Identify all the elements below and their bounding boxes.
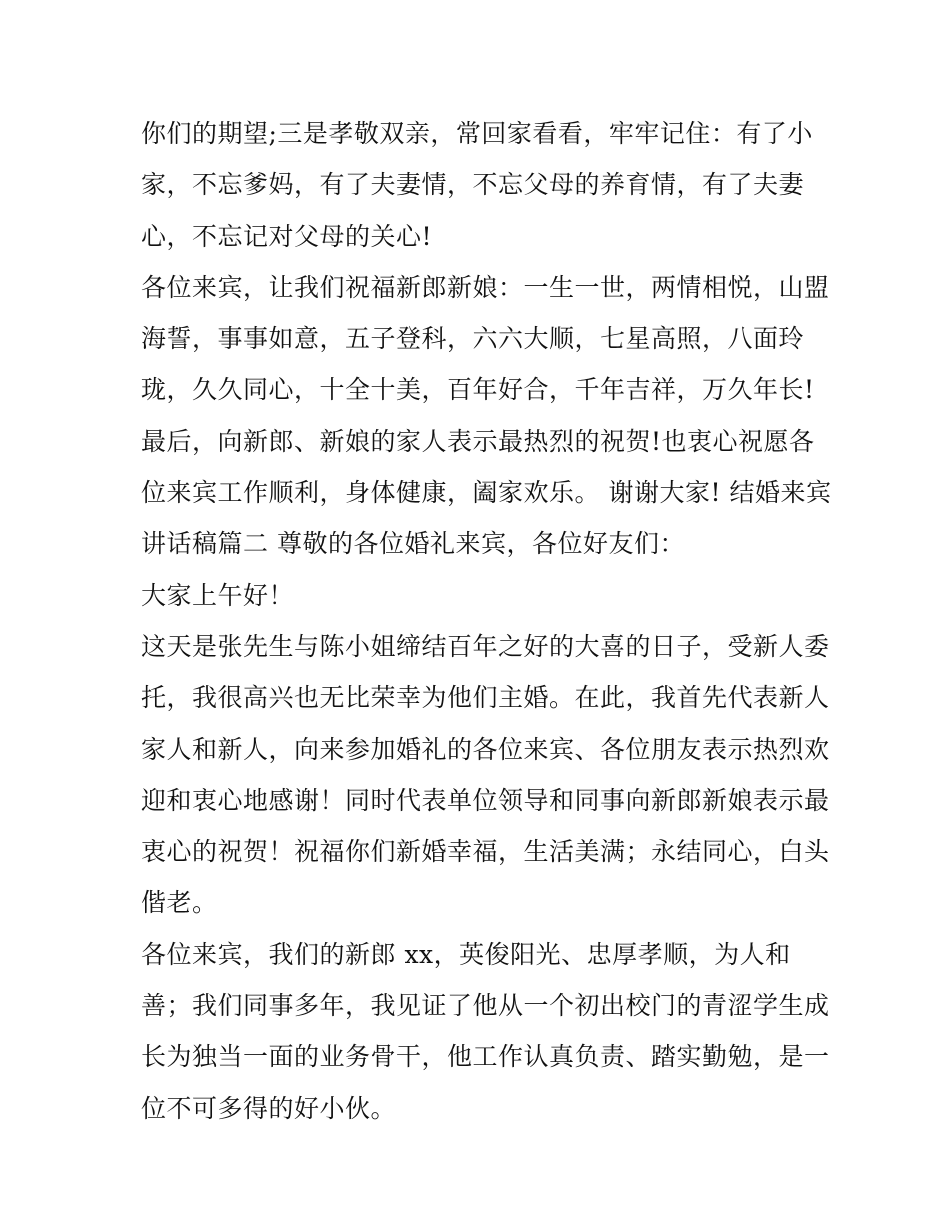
text-line: 最后，向新郎、新娘的家人表示最热烈的祝贺!也衷心祝愿各 bbox=[141, 426, 815, 456]
text-line: 珑，久久同心，十全十美，百年好合，千年吉祥，万久年长! bbox=[141, 375, 815, 405]
text-line: 位来宾工作顺利，身体健康，阖家欢乐。 谢谢大家! 结婚来宾 bbox=[141, 478, 832, 508]
text-line: 托，我很高兴也无比荣幸为他们主婚。在此，我首先代表新人 bbox=[141, 683, 830, 713]
text-line: 家，不忘爹妈，有了夫妻情，不忘父母的养育情，有了夫妻 bbox=[141, 170, 805, 200]
text-line: 迎和衷心地感谢！同时代表单位领导和同事向新郎新娘表示最 bbox=[141, 785, 830, 815]
text-line: 大家上午好！ bbox=[141, 580, 295, 610]
text-line: 位不可多得的好小伙。 bbox=[141, 1093, 397, 1123]
text-line: 衷心的祝贺！祝福你们新婚幸福，生活美满；永结同心，白头 bbox=[141, 837, 830, 867]
text-line: 心，不忘记对父母的关心! bbox=[141, 221, 433, 251]
text-line: 你们的期望;三是孝敬双亲，常回家看看，牢牢记住：有了小 bbox=[141, 119, 813, 148]
text-line: 善；我们同事多年，我见证了他从一个初出校门的青涩学生成 bbox=[141, 991, 830, 1021]
document-body bbox=[141, 108, 832, 1134]
text-line: 偕老。 bbox=[141, 888, 218, 918]
text-line: 各位来宾，让我们祝福新郎新娘：一生一世，两情相悦，山盟 bbox=[141, 272, 830, 302]
text-line: 这天是张先生与陈小姐缔结百年之好的大喜的日子，受新人委 bbox=[141, 631, 830, 661]
text-line: 长为独当一面的业务骨干，他工作认真负责、踏实勤勉，是一 bbox=[141, 1042, 830, 1072]
text-line: 家人和新人，向来参加婚礼的各位来宾、各位朋友表示热烈欢 bbox=[141, 734, 830, 764]
text-line: 各位来宾，我们的新郎 xx，英俊阳光、忠厚孝顺，为人和 bbox=[141, 939, 791, 969]
text-line: 讲话稿篇二 尊敬的各位婚礼来宾，各位好友们： bbox=[141, 529, 685, 559]
text-line: 海誓，事事如意，五子登科，六六大顺，七星高照，八面玲 bbox=[141, 324, 805, 354]
